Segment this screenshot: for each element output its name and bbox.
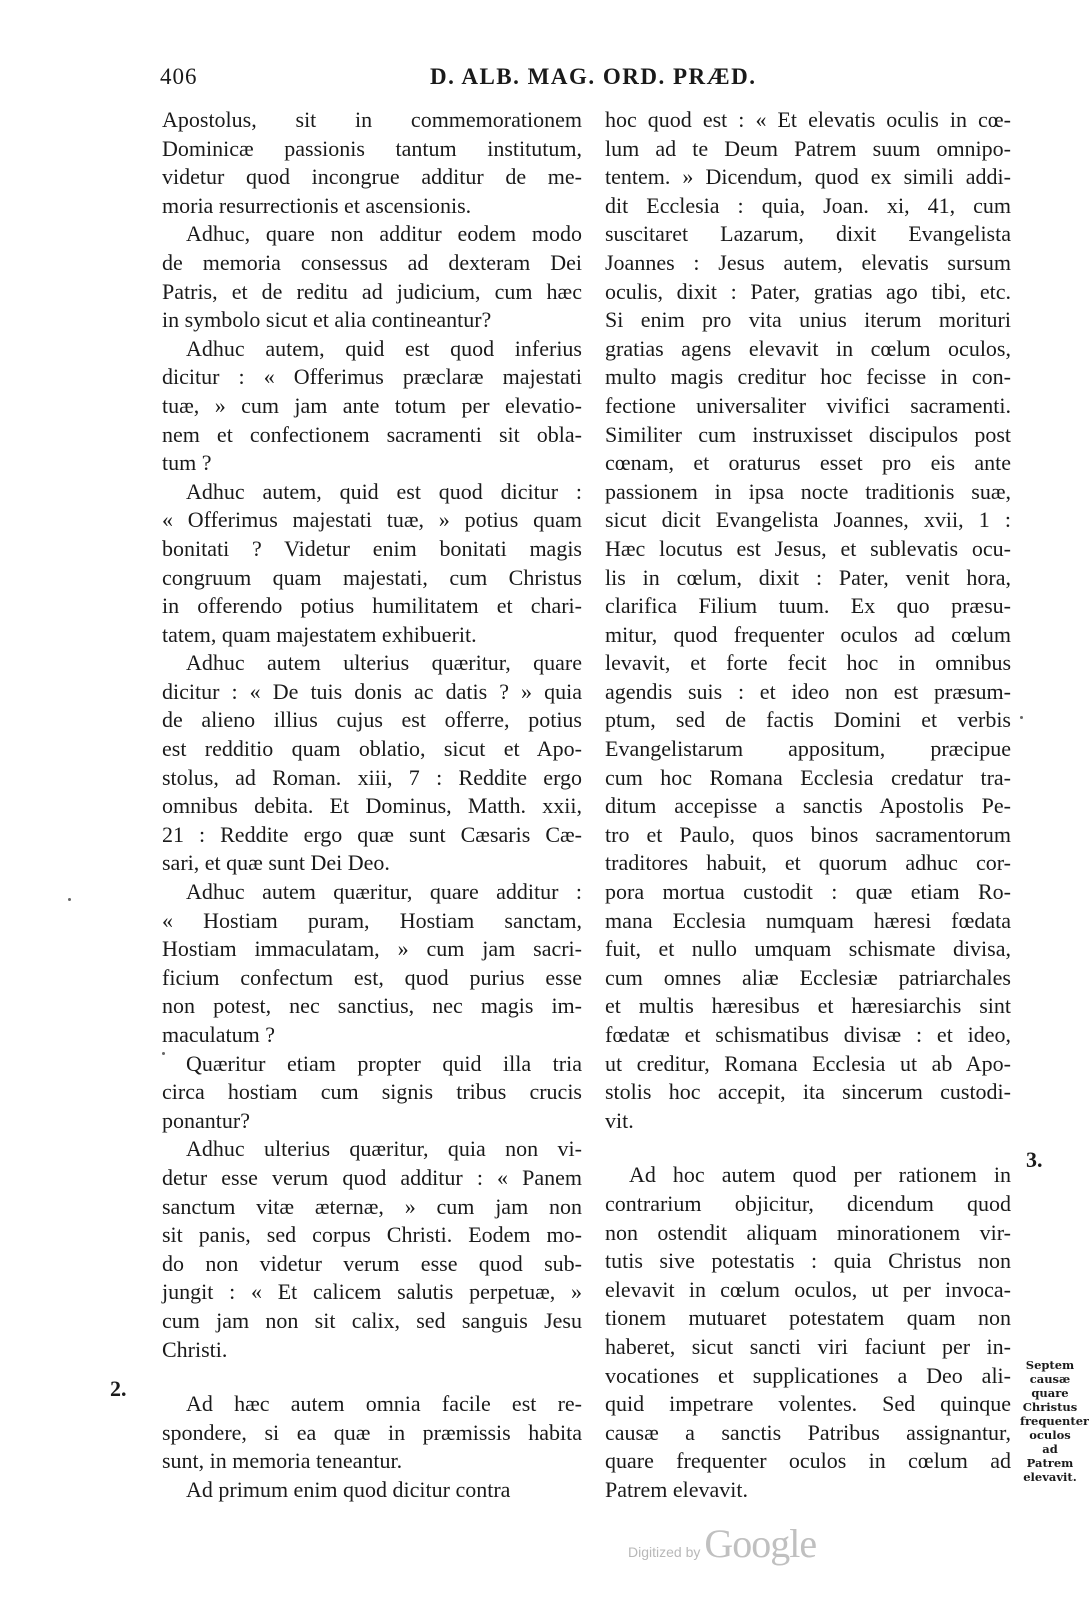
text-line: non potest, nec sanctius, nec magis im- xyxy=(162,993,582,1019)
text-line: levavit, et forte fecit hoc in omnibus xyxy=(605,650,1011,676)
text-line: in offerendo potius humilitatem et chari- xyxy=(162,593,582,619)
text-line: vocationes et supplicationes a Deo ali- xyxy=(605,1362,1011,1388)
text-line: ditum accepisse a sanctis Apostolis Pe- xyxy=(605,793,1011,819)
text-line: multo magis creditur hoc fecisse in con- xyxy=(605,364,1011,390)
text-line: Adhuc autem, quid est quod inferius xyxy=(186,335,582,361)
text-line: lis in cœlum, dixit : Pater, venit hora, xyxy=(605,564,1011,590)
text-line: sanctum vitæ æternæ, » cum jam non xyxy=(162,1193,582,1219)
paragraph-gap xyxy=(162,1364,582,1390)
text-line: Dominicæ passionis tantum institutum, xyxy=(162,135,582,161)
section-number-3: 3. xyxy=(1026,1147,1043,1172)
text-line: gratias agens elevavit in cœlum oculos, xyxy=(605,335,1011,361)
text-line: Patris, et de reditu ad judicium, cum hæc xyxy=(162,278,582,304)
page-speck xyxy=(68,898,71,901)
text-line: Adhuc, quare non additur eodem modo xyxy=(186,221,582,247)
text-line: sunt, in memoria teneantur. xyxy=(162,1448,403,1474)
text-line: passionem in ipsa nocte traditionis suæ, xyxy=(605,478,1011,504)
text-line: causæ a sanctis Patribus assignantur, xyxy=(605,1419,1011,1445)
section-number-2: 2. xyxy=(110,1376,127,1401)
text-line: ut creditur, Romana Ecclesia ut ab Apo- xyxy=(605,1050,1011,1076)
text-line: tuæ, » cum jam ante totum per elevatio- xyxy=(162,392,582,418)
text-line: cum hoc Romana Ecclesia credatur tra- xyxy=(605,764,1011,790)
text-line: bonitati ? Videtur enim bonitati magis xyxy=(162,535,582,561)
text-line: Adhuc autem ulterius quæritur, quare xyxy=(186,650,582,676)
text-line: detur esse verum quod additur : « Panem xyxy=(162,1164,582,1190)
text-line: clarifica Filium tuum. Ex quo præsu- xyxy=(605,593,1011,619)
text-line: non ostendit aliquam minorationem vir- xyxy=(605,1219,1011,1245)
page-number: 406 xyxy=(160,64,198,89)
margin-note-line: oculos ad xyxy=(1029,1428,1071,1456)
text-line: est redditio quam oblatio, sicut et Apo- xyxy=(162,736,582,762)
text-line: tentem. » Dicendum, quod ex simili addi- xyxy=(605,164,1011,190)
text-line: lum ad te Deum Patrem suum omnipo- xyxy=(605,135,1011,161)
text-line: Ad hoc autem quod per rationem in xyxy=(629,1162,1011,1188)
text-line: Quæritur etiam propter quid illa tria xyxy=(186,1050,582,1076)
google-logo: Google xyxy=(704,1521,817,1566)
text-line: fuit, et nullo umquam schismate divisa, xyxy=(605,936,1011,962)
text-line: mana Ecclesia numquam hæresi fœdata xyxy=(605,907,1011,933)
text-line: oculis, dixit : Pater, gratias ago tibi, etc. xyxy=(605,278,1011,304)
page-speck xyxy=(162,1052,165,1055)
text-line: Patrem elevavit. xyxy=(605,1476,748,1502)
text-line: Apostolus, sit in commemorationem xyxy=(162,107,582,132)
text-line: Christi. xyxy=(162,1336,228,1362)
text-line: ficium confectum est, quod purius esse xyxy=(162,964,582,990)
text-line: quare frequenter oculos in cœlum ad xyxy=(605,1448,1011,1474)
text-line: Si enim pro vita unius iterum morituri xyxy=(605,307,1011,333)
text-line: et multis hæresibus et hæresiarchis sint xyxy=(605,993,1011,1019)
text-line: sicut dicit Evangelista Joannes, xvii, 1 : xyxy=(605,507,1011,533)
text-line: hoc quod est : « Et elevatis oculis in cœ- xyxy=(605,107,1011,132)
text-line: dicitur : « Offerimus præclaræ majestati xyxy=(162,364,582,390)
text-line: cum jam non sit calix, sed sanguis Jesu xyxy=(162,1307,582,1333)
text-line: « Hostiam puram, Hostiam sanctam, xyxy=(162,907,582,933)
text-line: congruum quam majestati, cum Christus xyxy=(162,564,582,590)
text-line: Adhuc autem, quid est quod dicitur : xyxy=(186,478,582,504)
text-line: quid impetrare volentes. Sed quinque xyxy=(605,1391,1011,1417)
text-line: cœnam, et oraturus esset pro eis ante xyxy=(605,450,1011,476)
margin-note-line: Patrem xyxy=(1026,1456,1074,1470)
text-line: sit panis, sed corpus Christi. Eodem mo- xyxy=(162,1222,582,1248)
text-line: Evangelistarum appositum, præcipue xyxy=(605,736,1011,762)
text-line: spondere, si ea quæ in præmissis habita xyxy=(162,1419,582,1445)
text-line: Hæc locutus est Jesus, et sublevatis ocu- xyxy=(605,535,1011,561)
text-line: de memoria consessus ad dexteram Dei xyxy=(162,249,582,275)
text-line: mitur, quod frequenter oculos ad cœlum xyxy=(605,621,1011,647)
paragraph-gap xyxy=(605,1135,1011,1161)
text-line: suscitaret Lazarum, dixit Evangelista xyxy=(605,221,1011,247)
text-line: tutis sive potestatis : quia Christus non xyxy=(605,1248,1011,1274)
running-header xyxy=(160,64,1000,94)
text-line: circa hostiam cum signis tribus crucis xyxy=(162,1079,582,1105)
text-line: traditores habuit, et quorum adhuc cor- xyxy=(605,850,1011,876)
text-line: moria resurrectionis et ascensionis. xyxy=(162,192,472,218)
text-line: dit Ecclesia : quia, Joan. xi, 41, cum xyxy=(605,192,1011,218)
margin-note-line: Septem xyxy=(1025,1358,1075,1372)
text-line: Joannes : Jesus autem, elevatis sursum xyxy=(605,249,1011,275)
text-line: ptum, sed de factis Domini et verbis xyxy=(605,707,1011,733)
left-text-column xyxy=(162,106,582,1505)
text-line: omnibus debita. Et Dominus, Matth. xxii, xyxy=(162,793,582,819)
text-line: 21 : Reddite ergo quæ sunt Cæsaris Cæ- xyxy=(162,821,582,847)
text-line: « Offerimus majestati tuæ, » potius quam xyxy=(162,507,582,533)
text-line: Ad hæc autem omnia facile est re- xyxy=(186,1391,582,1417)
text-line: stolis hoc accepit, ita sincerum custodi- xyxy=(605,1079,1011,1105)
text-line: maculatum ? xyxy=(162,1022,276,1047)
text-line: tro et Paulo, quos binos sacramentorum xyxy=(605,821,1011,847)
text-line: stolus, ad Roman. xiii, 7 : Reddite ergo xyxy=(162,764,582,790)
text-line: cum omnes aliæ Ecclesiæ patriarchales xyxy=(605,964,1011,990)
text-line: Adhuc autem quæritur, quare additur : xyxy=(186,879,582,905)
digitized-by-text: Digitized by xyxy=(628,1544,701,1560)
text-line: fectione universaliter vivifici sacramenti. xyxy=(605,392,1011,418)
text-line: fœdatæ et schismatibus divisæ : et ideo, xyxy=(605,1022,1011,1047)
running-title: D. ALB. MAG. ORD. PRÆD. xyxy=(430,64,757,89)
text-line: Similiter cum instruxisset discipulos post xyxy=(605,421,1011,447)
text-line: vit. xyxy=(605,1107,634,1133)
margin-note-line: Christus xyxy=(1022,1400,1078,1414)
text-line: haberet, sicut sancti viri faciunt per in- xyxy=(605,1333,1011,1359)
text-line: videtur quod incongrue additur de me- xyxy=(162,164,582,190)
text-line: in symbolo sicut et alia contineantur? xyxy=(162,307,492,333)
margin-note-line: quare xyxy=(1031,1386,1069,1400)
text-line: Hostiam immaculatam, » cum jam sacri- xyxy=(162,936,582,962)
text-line: tatem, quam majestatem exhibuerit. xyxy=(162,621,477,647)
margin-note-line: causæ xyxy=(1029,1372,1071,1386)
text-line: Ad primum enim quod dicitur contra xyxy=(186,1476,511,1502)
text-line: elevavit in cœlum oculos, ut per invoca- xyxy=(605,1276,1011,1302)
text-line: contrarium objicitur, dicendum quod xyxy=(605,1190,1011,1216)
text-line: tionem mutuaret potestatem quam non xyxy=(605,1305,1011,1331)
text-line: agendis suis : et ideo non est præsum- xyxy=(605,678,1011,704)
text-line: de alieno illius cujus est offerre, potius xyxy=(162,707,582,733)
digitized-by-watermark xyxy=(628,1520,816,1570)
text-line: ponantur? xyxy=(162,1107,250,1133)
text-line: nem et confectionem sacramenti sit obla- xyxy=(162,421,582,447)
page-speck xyxy=(1020,716,1023,719)
margin-note-line: frequenter xyxy=(1020,1414,1089,1428)
text-line: pora mortua custodit : quæ etiam Ro- xyxy=(605,879,1011,905)
text-line: sari, et quæ sunt Dei Deo. xyxy=(162,850,390,876)
margin-note xyxy=(1020,1358,1089,1484)
right-text-column xyxy=(605,106,1011,1505)
margin-note-line: elevavit. xyxy=(1023,1470,1077,1484)
text-line: do non videtur verum esse quod sub- xyxy=(162,1250,582,1276)
text-line: jungit : « Et calicem salutis perpetuæ, » xyxy=(162,1279,582,1305)
text-line: dicitur : « De tuis donis ac datis ? » quia xyxy=(162,678,582,704)
text-line: tum ? xyxy=(162,450,212,476)
text-line: Adhuc ulterius quæritur, quia non vi- xyxy=(186,1136,582,1162)
